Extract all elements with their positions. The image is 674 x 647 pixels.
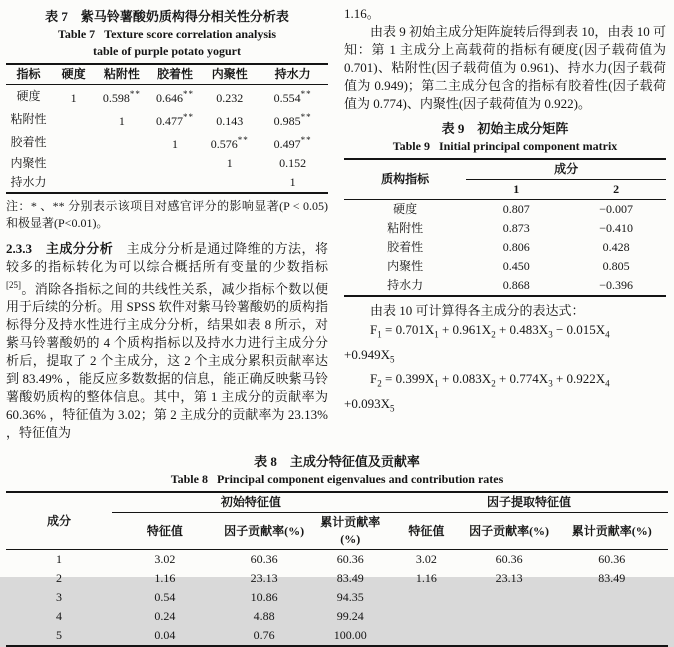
column-header: 胶着性 bbox=[148, 64, 203, 85]
column-header: 粘附性 bbox=[96, 64, 148, 85]
table-cell bbox=[463, 607, 556, 626]
row-label: 硬度 bbox=[16, 89, 41, 103]
table-cell: 60.36 bbox=[495, 552, 523, 567]
table-cell: 0.646** bbox=[156, 89, 195, 105]
table-cell: 4 bbox=[55, 609, 62, 624]
table-cell bbox=[148, 173, 203, 193]
row-label: 粘附性 bbox=[387, 221, 424, 235]
table-cell bbox=[390, 626, 463, 646]
table-header-row bbox=[6, 64, 328, 85]
table-cell: 3 bbox=[55, 590, 62, 605]
table-row bbox=[6, 154, 328, 173]
table-cell: 1.16 bbox=[154, 571, 176, 586]
table-cell bbox=[51, 173, 96, 193]
table9-component-matrix bbox=[344, 158, 666, 297]
table-cell: 0.806 bbox=[502, 240, 530, 254]
table-cell bbox=[463, 626, 556, 646]
table-cell: 0.232 bbox=[216, 91, 244, 105]
table-cell: 0.143 bbox=[216, 114, 244, 128]
table-cell: 0.152 bbox=[279, 156, 307, 170]
column-header: 持水力 bbox=[257, 64, 328, 85]
table-cell: 0.76 bbox=[253, 628, 275, 643]
right-column bbox=[344, 5, 666, 442]
table-row bbox=[6, 588, 668, 607]
table-cell: 60.36 bbox=[336, 552, 364, 567]
column-header: 1 bbox=[466, 180, 566, 200]
stub-header: 成分 bbox=[6, 492, 112, 550]
row-label: 内聚性 bbox=[387, 259, 424, 273]
row-label: 持水力 bbox=[387, 278, 424, 292]
table-cell: 0.497** bbox=[273, 135, 312, 151]
formula-f1-line1: $F_1 = 0.701X_1 + 0.961X_2 + 0.483X_3 - 0.015X_4$ bbox=[370, 322, 610, 340]
table-cell: 83.49 bbox=[336, 571, 364, 586]
table-cell: 0.868 bbox=[502, 278, 530, 292]
table8-eigenvalues bbox=[6, 491, 668, 647]
table-cell: 0.24 bbox=[154, 609, 176, 624]
table-cell: 0.598** bbox=[102, 89, 141, 105]
table-row bbox=[344, 219, 666, 238]
table8-caption-zh: 表 8 主成分特征值及贡献率 bbox=[254, 454, 420, 470]
table-row bbox=[6, 607, 668, 626]
table-cell: 23.13 bbox=[495, 571, 523, 586]
table-row bbox=[6, 569, 668, 588]
table-cell: 100.00 bbox=[333, 628, 367, 643]
table7-caption-en-line1: Table 7 Texture score correlation analysis bbox=[57, 27, 277, 41]
table-cell: 1 bbox=[118, 114, 125, 128]
table-cell: 5 bbox=[55, 628, 62, 643]
table-cell: 1 bbox=[70, 91, 77, 105]
table-cell: 3.02 bbox=[415, 552, 437, 567]
table-cell bbox=[51, 154, 96, 173]
table-cell: 1 bbox=[226, 156, 233, 170]
table-row bbox=[344, 276, 666, 296]
row-label: 持水力 bbox=[10, 175, 47, 189]
table-cell: 0.450 bbox=[502, 259, 530, 273]
table7-caption-en-line2: table of purple potato yogurt bbox=[93, 44, 241, 58]
table-cell: 0.554** bbox=[273, 89, 312, 105]
table-cell: 0.04 bbox=[154, 628, 176, 643]
table-cell bbox=[202, 173, 257, 193]
column-header: 因子贡献率(%) bbox=[463, 513, 556, 550]
formula-f2-line2: $+0.093X_5$ bbox=[344, 395, 395, 414]
group-header: 成分 bbox=[466, 159, 666, 180]
table-row bbox=[344, 238, 666, 257]
table-cell bbox=[148, 154, 203, 173]
table-cell: 10.86 bbox=[250, 590, 278, 605]
section-heading bbox=[32, 241, 46, 256]
table-row bbox=[344, 257, 666, 276]
table-cell: 0.54 bbox=[154, 590, 176, 605]
reference-superscript: [25] bbox=[6, 280, 21, 290]
table-cell: 2 bbox=[55, 571, 62, 586]
table-cell bbox=[390, 607, 463, 626]
table-cell: 0.873 bbox=[502, 221, 530, 235]
sentence-continuation: 1.16。 bbox=[344, 6, 380, 21]
left-column bbox=[6, 5, 328, 442]
table-cell bbox=[555, 588, 668, 607]
column-header: 特征值 bbox=[112, 513, 218, 550]
table-row bbox=[344, 200, 666, 220]
table-cell: 99.24 bbox=[336, 609, 364, 624]
table-cell bbox=[51, 108, 96, 131]
table7-footnote: 注：* 、** 分别表示该项目对感官评分的影响显著(P < 0.05)和极显著(P<0.01)。 bbox=[6, 199, 328, 230]
row-label: 粘附性 bbox=[10, 112, 47, 126]
table-row bbox=[6, 550, 668, 570]
column-header: 特征值 bbox=[390, 513, 463, 550]
table-cell: −0.396 bbox=[599, 278, 633, 292]
formula-f2-line1: $F_2 = 0.399X_1 + 0.083X_2 + 0.774X_3 + 0.922X_4$ bbox=[370, 371, 610, 389]
table-cell: 60.36 bbox=[250, 552, 278, 567]
section-number: 2.3.3 bbox=[6, 241, 32, 256]
table-cell: 0.428 bbox=[602, 240, 630, 254]
table-cell: 0.807 bbox=[502, 202, 530, 216]
table7-correlation bbox=[6, 63, 328, 194]
table-row bbox=[6, 173, 328, 193]
table8-section bbox=[6, 452, 668, 647]
table-cell: 94.35 bbox=[336, 590, 364, 605]
column-header: 内聚性 bbox=[202, 64, 257, 85]
table-cell: 83.49 bbox=[598, 571, 626, 586]
table-cell: 60.36 bbox=[598, 552, 626, 567]
table-header-row bbox=[6, 492, 668, 513]
table7-caption-zh: 表 7 紫马铃薯酸奶质构得分相关性分析表 bbox=[45, 9, 289, 24]
column-header: 硬度 bbox=[51, 64, 96, 85]
group-header-extracted: 因子提取特征值 bbox=[390, 492, 668, 513]
table-cell bbox=[555, 607, 668, 626]
column-header: 指标 bbox=[6, 64, 51, 85]
table10-discussion-paragraph: 由表 9 初始主成分矩阵旋转后得到表 10，由表 10 可知：第 1 主成分上高载荷的指标有硬度(因子载荷值为 0.701)、粘附性(因子载荷值为 0.961)、持水力(因子载荷值为 0.949)；第二主成分包含的指标有胶着性(因子载荷值为 0.774)、内聚性(因子载荷值为 0.922)。 bbox=[344, 24, 666, 111]
table-row bbox=[6, 626, 668, 646]
table-cell: 0.576** bbox=[210, 135, 249, 151]
table-cell bbox=[96, 173, 148, 193]
table-cell: 1 bbox=[55, 552, 62, 567]
stub-header: 质构指标 bbox=[344, 159, 466, 200]
table-header-row bbox=[344, 159, 666, 180]
table-cell bbox=[463, 588, 556, 607]
table-row bbox=[6, 108, 328, 131]
table-cell bbox=[96, 154, 148, 173]
row-label: 胶着性 bbox=[10, 135, 47, 149]
row-label: 硬度 bbox=[393, 202, 418, 216]
table-cell bbox=[51, 131, 96, 154]
table-cell: 4.88 bbox=[253, 609, 275, 624]
table-cell: 0.477** bbox=[156, 112, 195, 128]
table-cell: 1.16 bbox=[415, 571, 437, 586]
column-header: 累计贡献率(%) bbox=[310, 513, 389, 550]
table-cell: 0.985** bbox=[273, 112, 312, 128]
table9-caption-zh: 表 9 初始主成分矩阵 bbox=[441, 121, 569, 136]
table-cell: 0.805 bbox=[602, 259, 630, 273]
table-cell: −0.007 bbox=[599, 202, 633, 216]
table-cell: 3.02 bbox=[154, 552, 176, 567]
column-header: 累计贡献率(%) bbox=[555, 513, 668, 550]
table-cell: 1 bbox=[289, 175, 296, 189]
table-row bbox=[6, 131, 328, 154]
table-cell bbox=[96, 131, 148, 154]
row-label: 胶着性 bbox=[387, 240, 424, 254]
table-cell bbox=[390, 588, 463, 607]
formula-f1-line2: $+0.949X_5$ bbox=[344, 346, 395, 365]
column-header: 因子贡献率(%) bbox=[218, 513, 311, 550]
expression-intro: 由表 10 可计算得各主成分的表达式： bbox=[370, 303, 585, 318]
table-cell: 23.13 bbox=[250, 571, 278, 586]
table9-caption-en: Table 9 Initial principal component matrix bbox=[392, 139, 618, 153]
column-header: 2 bbox=[566, 180, 666, 200]
table8-caption-en: Table 8 Principal component eigenvalues and contribution rates bbox=[170, 472, 504, 487]
table-row bbox=[6, 85, 328, 109]
section-2-3-3-paragraph: 2.3.3 主成分分析 主成分分析是通过降维的方法，将较多的指标转化为可以综合概括所有变量的少数指标[25]。消除各指标之间的共线性关系，减少指标个数以便用于后续的分析。用 SPSS 软件对紫马铃薯酸奶的质构指标得分及持水性进行主成分分析，结果如表 8 所示，对紫马铃薯酸奶的 4 个质构指标以及持水力进行主成分分析后，提取了 2 个主成分，这 2 个主成分累积贡献率达到 83.49% ，能反应多数数据的信息，能正确反映紫马铃薯酸奶质构的整体信息。其中，第 1 主成分的贡献率为 60.36% ，特征值为 3.02；第 2 主成分的贡献率为 23.13% ，特征值为 bbox=[6, 241, 328, 441]
table-cell bbox=[555, 626, 668, 646]
table-cell: 1 bbox=[172, 137, 179, 151]
group-header-initial: 初始特征值 bbox=[112, 492, 390, 513]
row-label: 内聚性 bbox=[10, 156, 47, 170]
two-column-area bbox=[6, 5, 668, 442]
table-cell: −0.410 bbox=[599, 221, 633, 235]
